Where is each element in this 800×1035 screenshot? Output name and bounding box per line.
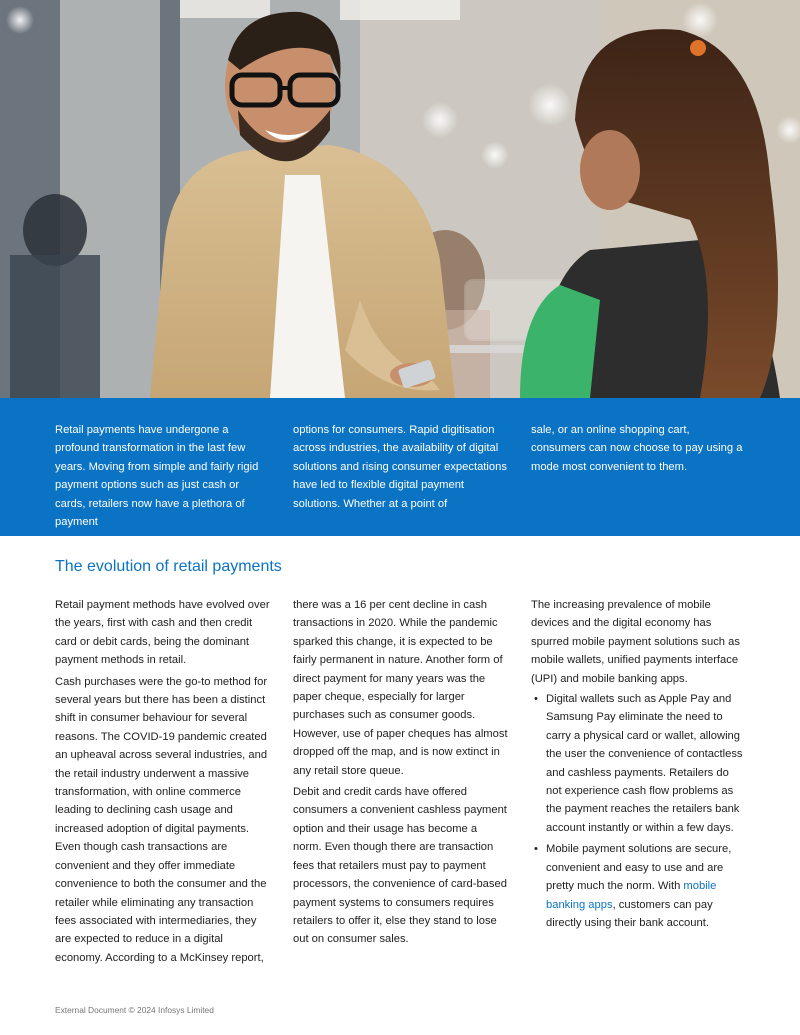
intro-band: [0, 398, 800, 536]
list-item-text: Digital wallets such as Apple Pay and Samsung Pay eliminate the need to carry a physical card or wallet, allowing the user the convenience of contactless and cashless payments. Retailers do not experience cash flow problems as the payment reaches the retailers bank account instantly or within a few days.: [546, 693, 743, 834]
mobile-banking-apps-link[interactable]: mobile banking apps: [546, 880, 717, 911]
body-paragraph: Debit and credit cards have offered consumers a convenient cashless payment option and their usage has become a norm. Even though there are transaction fees that retailers must pay to payment processors, the convenience of card-based payment systems to consumers requires retailers to offer it, else they stand to lose out on consumer sales.: [293, 786, 507, 946]
footer-copyright: External Document © 2024 Infosys Limited: [55, 1005, 214, 1015]
body-column-3: [531, 596, 747, 935]
list-item-text: Mobile payment solutions are secure, convenient and easy to use and are pretty much the norm. With: [546, 843, 732, 893]
body-paragraph: Cash purchases were the go-to method for several years but there has been a distinct shift in consumer behaviour for several reasons. The COVID-19 pandemic created an upheaval across several industries, and the retail industry underwent a massive transformation, with online commerce leading to declining cash usage and increased adoption of digital payments. Even though cash transactions are convenient and they offer immediate convenience to both the consumer and the retailer while eliminating any transaction fees associated with intermediaries, they are expected to reduce in a digital economy. According to a McKinsey report,: [55, 675, 268, 964]
list-item-text: , customers can pay directly using their bank account.: [546, 898, 713, 929]
hero-photo: [0, 0, 800, 398]
body-paragraph: Retail payment methods have evolved over the years, first with cash and then credit card or debit cards, being the dominant payment methods in retail.: [55, 599, 270, 667]
section-title: The evolution of retail payments: [55, 558, 282, 575]
body-paragraph: The increasing prevalence of mobile devices and the digital economy has spurred mobile payment solutions such as mobile wallets, unified payments interface (UPI) and mobile banking apps.: [531, 599, 740, 685]
bullet-icon: •: [534, 843, 538, 856]
intro-column-2: options for consumers. Rapid digitisation across industries, the availability of digital solutions and rising consumer expectations have led to flexible digital payment solutions. Whether at a point of: [293, 424, 507, 510]
bullet-list: [531, 690, 747, 932]
intro-column-3: sale, or an online shopping cart, consumers can now choose to pay using a mode most convenient to them.: [531, 424, 743, 473]
bullet-icon: •: [534, 693, 538, 706]
list-item: [531, 690, 747, 837]
hero-photo-illustration: [0, 0, 800, 398]
body-column-1: [55, 596, 270, 967]
list-item: [531, 840, 747, 932]
body-column-2: [293, 596, 508, 949]
intro-column-1: Retail payments have undergone a profound transformation in the last few years. Moving from simple and fairly rigid payment options such as just cash or cards, retailers now have a plethora of payment: [55, 424, 259, 529]
body-paragraph: there was a 16 per cent decline in cash transactions in 2020. While the pandemic sparked this change, it is expected to be fairly permanent in nature. Another form of direct payment for many years was the paper cheque, especially for larger purchases such as consumer goods. However, use of paper cheques has almost dropped off the map, and is now extinct in any retail store queue.: [293, 599, 508, 777]
